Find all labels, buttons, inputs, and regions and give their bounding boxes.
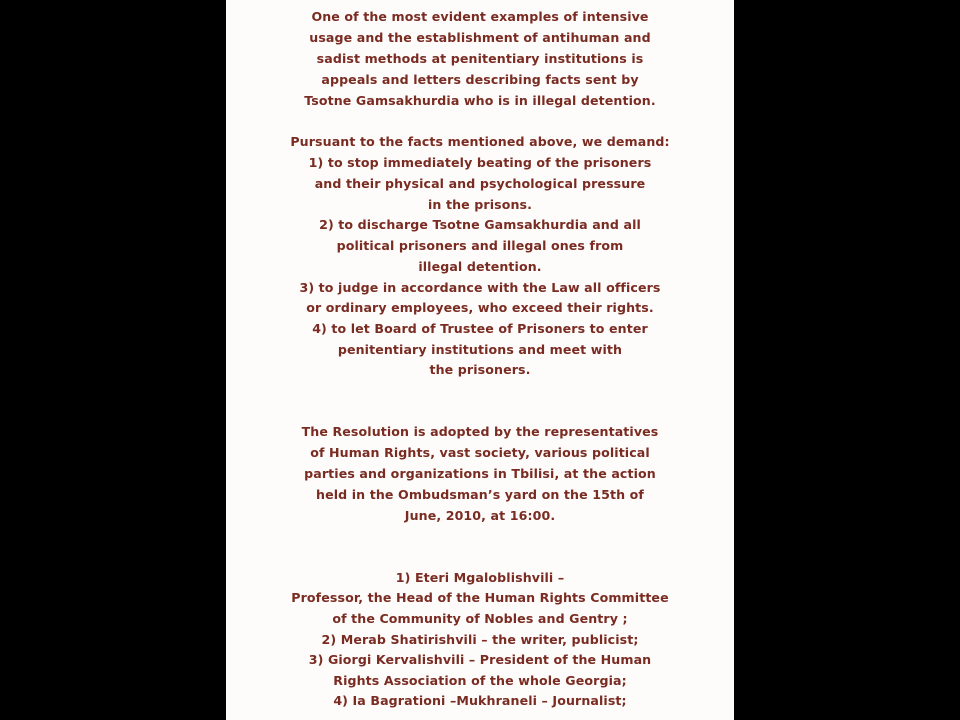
paragraph-line: usage and the establishment of antihuman and — [309, 30, 651, 45]
signatory-line: 2) Merab Shatirishvili – the writer, publicist; — [321, 632, 639, 647]
demand-line: political prisoners and illegal ones from — [336, 238, 624, 253]
document-page — [226, 0, 734, 720]
demand-line: the prisoners. — [429, 362, 531, 377]
demands-intro: Pursuant to the facts mentioned above, we demand: — [290, 134, 670, 149]
demand-line: or ordinary employees, who exceed their rights. — [306, 300, 654, 315]
demand-line: 1) to stop immediately beating of the prisoners — [308, 155, 652, 170]
paragraph-line: sadist methods at penitentiary institutions is — [316, 51, 644, 66]
demand-line: 2) to discharge Tsotne Gamsakhurdia and all — [319, 217, 641, 232]
resolution-line: held in the Ombudsman’s yard on the 15th of — [316, 487, 644, 502]
signatory-line: 4) Ia Bagrationi –Mukhraneli – Journalist; — [333, 693, 627, 708]
paragraph-line: Tsotne Gamsakhurdia who is in illegal detention. — [304, 93, 656, 108]
signatory-line: of the Community of Nobles and Gentry ; — [332, 611, 628, 626]
demand-line: illegal detention. — [418, 259, 542, 274]
demand-line: in the prisons. — [427, 197, 532, 212]
signatory-line: Professor, the Head of the Human Rights Committee — [291, 590, 669, 605]
resolution-line: The Resolution is adopted by the representatives — [301, 424, 659, 439]
demand-line: 3) to judge in accordance with the Law all officers — [299, 280, 661, 295]
signatory-line: 3) Giorgi Kervalishvili – President of the Human — [308, 652, 652, 667]
paragraph-line: appeals and letters describing facts sent by — [321, 72, 639, 87]
paragraph-line: One of the most evident examples of intensive — [311, 9, 649, 24]
signatory-line: Rights Association of the whole Georgia; — [333, 673, 627, 688]
demand-line: 4) to let Board of Trustee of Prisoners to enter — [312, 321, 648, 336]
resolution-line: June, 2010, at 16:00. — [404, 508, 556, 523]
demand-line: penitentiary institutions and meet with — [337, 342, 623, 357]
signatory-line: 1) Eteri Mgaloblishvili – — [395, 570, 565, 585]
resolution-line: of Human Rights, vast society, various political — [310, 445, 650, 460]
demand-line: and their physical and psychological pressure — [314, 176, 646, 191]
resolution-line: parties and organizations in Tbilisi, at the action — [304, 466, 656, 481]
